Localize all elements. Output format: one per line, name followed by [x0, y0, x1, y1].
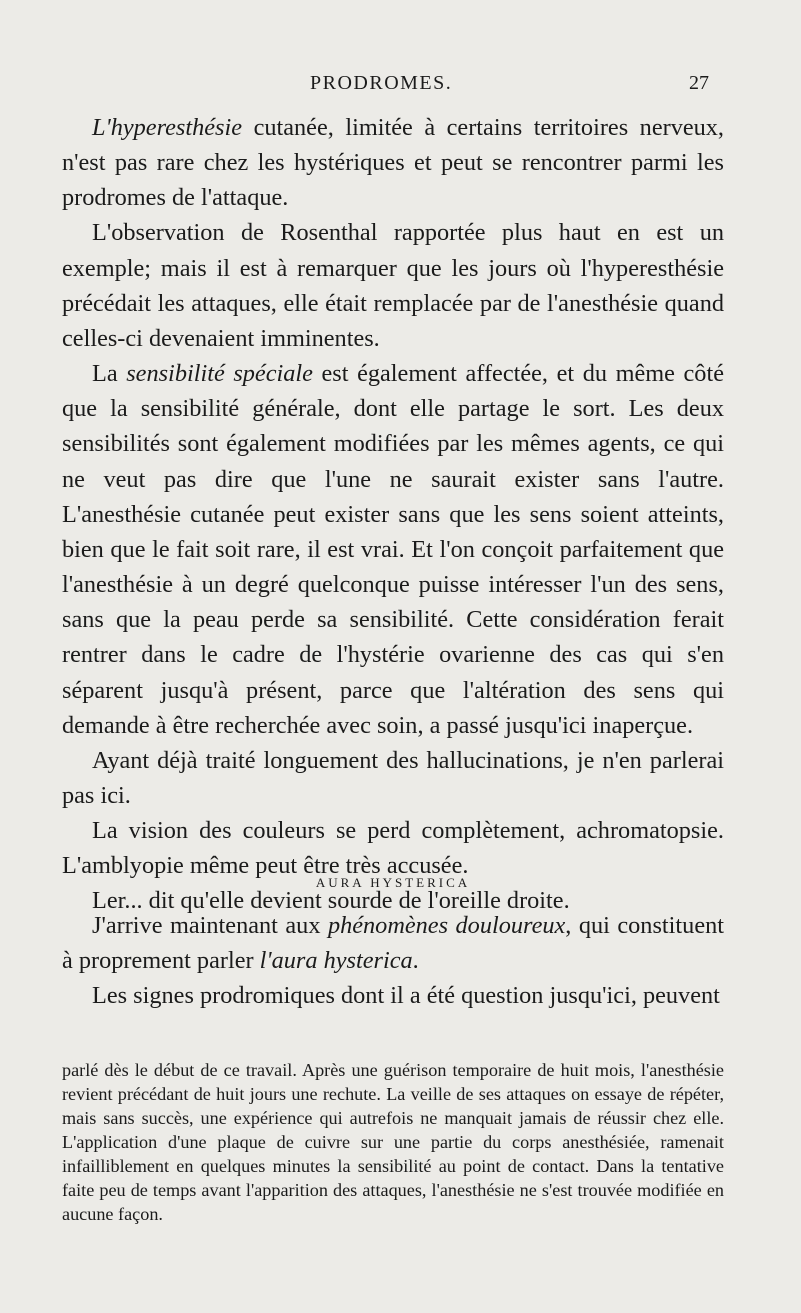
paragraph-rosenthal: L'observation de Rosenthal rapportée plus haut en est un exemple; mais il est à remarquer que les jours où l'hyperesthésie précédait les attaques, elle était remplacée par de l'anesthésie quand celles-ci devenaient imminentes.: [62, 219, 724, 352]
paragraph-text: La: [92, 360, 127, 388]
italic-term: l'aura hysterica: [259, 947, 413, 974]
paragraph-vision: La vision des couleurs se perd complètement, achromatopsie. L'amblyopie même peut être très accusée.: [62, 817, 724, 880]
paragraph-deafness: Ler... dit qu'elle devient sourde de l'oreille droite.: [92, 887, 570, 915]
paragraph-prodromal-signs: Les signes prodromiques dont il a été question jusqu'ici, peuvent: [92, 982, 720, 1009]
italic-term: L'hyperesthésie: [92, 114, 243, 141]
paragraph-text: .: [412, 947, 419, 974]
paragraph-text: , qui constituent à proprement parler: [62, 912, 724, 974]
section-text: [62, 908, 724, 1013]
italic-term: phénomènes douloureux: [327, 912, 566, 939]
paragraph-text: J'arrive maintenant aux: [92, 912, 328, 939]
paragraph-hallucinations: Ayant déjà traité longuement des hallucinations, je n'en parlerai pas ici.: [62, 746, 724, 809]
footnote: parlé dès le début de ce travail. Après une guérison temporaire de huit mois, l'anesthésie revient précédant de huit jours une rechute. La veille de ses attaques on essaye de répéter, mais sans succès, une expérience qui autrefois ne manquait jamais de réussir chez elle. L'application d'une plaque de cuivre sur une partie du corps anesthésiée, ramenait infailliblement en quelques minutes la sensibilité au point de contact. Dans la tentative faite peu de temps avant l'apparition des attaques, l'anesthésie ne s'est trouvée modifiée en aucune façon.: [62, 1060, 724, 1224]
section-heading: AURA HYSTERICA: [315, 875, 471, 890]
italic-term: sensibilité spéciale: [126, 360, 313, 388]
paragraph-special-sensibility: [62, 356, 724, 743]
paragraph-hyperesthesia: [62, 110, 724, 215]
page-header: [0, 72, 801, 102]
page-number: 27: [689, 72, 709, 94]
paragraph-aura: [62, 908, 724, 978]
running-head: PRODROMES.: [310, 72, 453, 94]
paragraph-text: est également affectée, et du même côté que la sensibilité générale, dont elle partage le sort. Les deux sensibilités sont également modifiées par les mêmes agents, ce qui ne veut pas dire que l'une ne saurait exister sans l'autre. L'anesthésie cutanée peut exister sans que les sens soient atteints, bien que le fait soit rare, il est vrai. Et l'on conçoit parfaitement que l'anesthésie à un degré quelconque puisse intéresser l'un des sens, sans que la peau perde sa sensibilité. Cette considération ferait rentrer dans le cadre de l'hystérie ovarienne des cas qui s'en séparent jusqu'à présent, parce que l'altération des sens qui demande à être recherchée avec soin, a passé jusqu'ici inaperçue.: [62, 360, 724, 739]
paragraph-text: cutanée, limitée à certains territoires nerveux, n'est pas rare chez les hystériques et peut se rencontrer parmi les prodromes de l'attaque.: [62, 114, 724, 212]
main-text: [62, 110, 724, 919]
